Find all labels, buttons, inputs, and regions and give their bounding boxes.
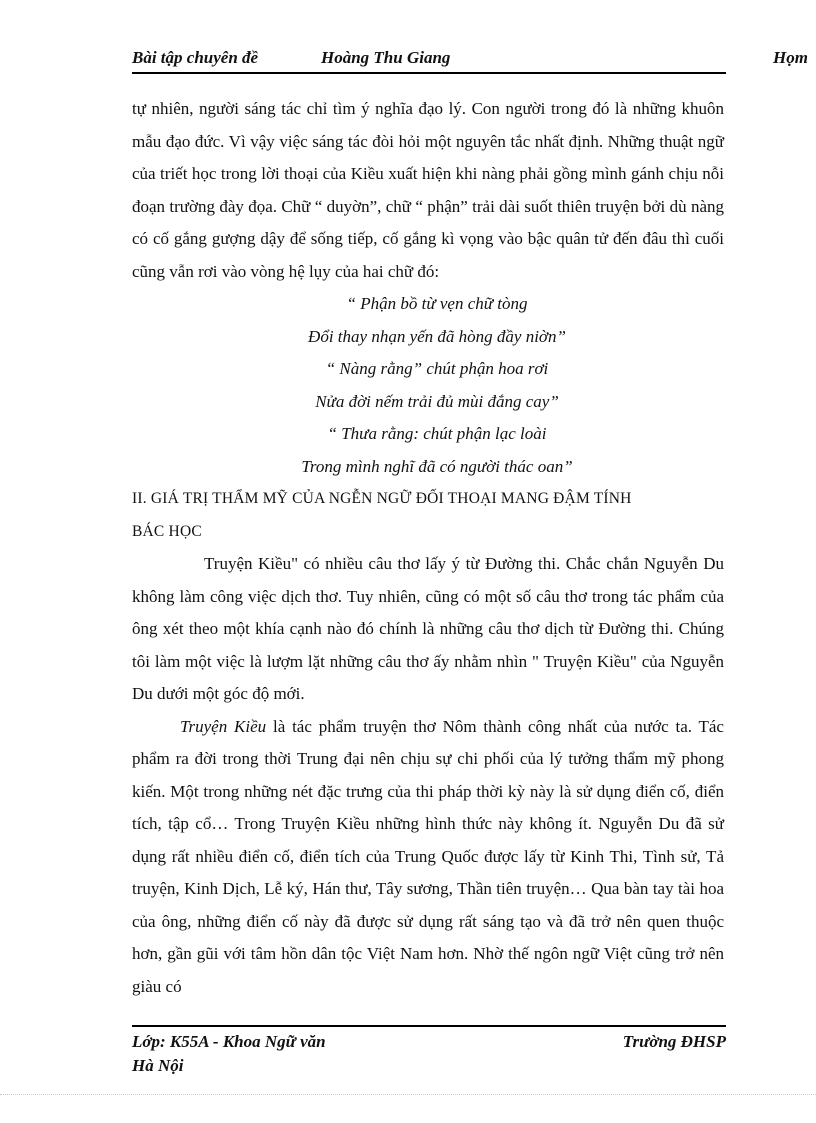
truyen-kieu-title: Truyện Kiều [180,716,267,736]
footer-school: Trường ĐHSP [622,1032,726,1051]
verse-line-6: Trong mình nghĩ đã có người thác oan” [301,456,573,476]
header-rule [132,72,726,74]
header-right-text: Họm [773,48,808,67]
verse-line-4: Nửa đời nếm trải đủ mùi đắng cay” [315,391,559,411]
footer-city: Hà Nội [132,1056,184,1075]
section-heading-line-2: BÁC HỌC [132,522,202,540]
paragraph-1: tự nhiên, người sáng tác chỉ tìm ý nghĩa đạo lý. Con người trong đó là những khuôn mẫu đạo đức. Vì vậy việc sáng tác đòi hỏi một nguyên tắc nhất định. Những thuật ngữ của triết học trong lời thoại của Kiều xuất hiện khi nàng phải gồng mình gánh chịu nỗi đoạn trường đày đọa. Chữ “ duyờn”, chữ “ phận” trải dài suốt thiên truyện bởi dù nàng có cố gắng gượng dậy để sống tiếp, cố gắng kì vọng vào bậc quân tử đến đâu thì cuối cũng vẫn rơi vào vòng hệ lụy của hai chữ đó: [132,99,724,281]
paragraph-2: Truyện Kiều" có nhiều câu thơ lấy ý từ Đường thi. Chắc chắn Nguyễn Du không làm công việc dịch thơ. Tuy nhiên, cũng có một số câu thơ trong tác phẩm của ông xét theo một khía cạnh nào đó chính là những câu thơ dịch từ Đường thi. Chúng tôi làm một việc là lượm lặt những câu thơ ấy nhằm nhìn " Truyện Kiều" của Nguyễn Du dưới một góc độ mới. [132,554,724,703]
section-heading [132,483,724,548]
page-edge-dots [0,1094,816,1095]
verse-line-5: “ Thưa rằng: chút phận lạc loài [327,424,547,443]
verse-line-3: “ Nàng rằng” chút phận hoa rơi [325,359,549,378]
verse-line-2: Đổi thay nhạn yến đã hòng đầy niờn” [308,326,566,346]
paragraph-3 [132,711,724,1004]
footer-class-info: Lớp: K55A - Khoa Ngữ văn [132,1032,326,1051]
header-title: Bài tập chuyên đề [132,48,259,67]
document-body [132,93,724,1003]
paragraph-3-text: là tác phẩm truyện thơ Nôm thành công nhất của nước ta. Tác phẩm ra đời trong thời Trung đại nên chịu sự chi phối của lý tưởng thẩm mỹ phong kiến. Một trong những nét đặc trưng của thi pháp thời kỳ này là sử dụng điển cố, điển tích, tập cổ… Trong Truyện Kiều những hình thức này không ít. Nguyễn Du đã sử dụng rất nhiều điển cố, điển tích của Trung Quốc được lấy từ Kinh Thi, Tình sử, Tả truyện, Kinh Dịch, Lễ ký, Hán thư, Tây sương, Thần tiên truyện… Qua bàn tay tài hoa của ông, những điển cố này đã được sử dụng rất sáng tạo và đã trở nên quen thuộc hơn, gần gũi với tâm hồn dân tộc Việt Nam hơn. Nhờ thế ngôn ngữ Việt cũng trở nên giàu có [132,716,724,996]
header-author: Hoàng Thu Giang [321,48,451,67]
footer-rule [132,1025,726,1027]
page-header [132,48,808,72]
verse-line-1: “ Phận bồ từ vẹn chữ tòng [346,294,528,313]
section-heading-line-1: II. GIÁ TRỊ THẨM MỸ CỦA NGỄN NGỮ ĐỐI THOẠI MANG ĐẬM TÍNH [132,490,632,507]
